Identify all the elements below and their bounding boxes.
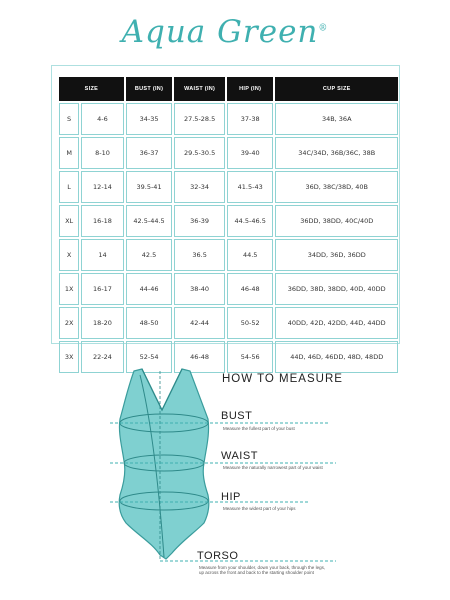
- bust-value: 36-37: [126, 137, 173, 169]
- cup-value: 36D, 38C/38D, 40B: [275, 171, 398, 203]
- waist-value: 46-48: [174, 341, 225, 373]
- cup-value: 40DD, 42D, 42DD, 44D, 44DD: [275, 307, 398, 339]
- table-row: [59, 103, 398, 135]
- waist-value: 32-34: [174, 171, 225, 203]
- waist-value: 38-40: [174, 273, 225, 305]
- cup-value: 34DD, 36D, 36DD: [275, 239, 398, 271]
- hip-value: 41.5-43: [227, 171, 274, 203]
- size-letter: 1X: [59, 273, 79, 305]
- cup-value: 34C/34D, 36B/36C, 38B: [275, 137, 398, 169]
- size-number: 14: [81, 239, 124, 271]
- hip-value: 46-48: [227, 273, 274, 305]
- bust-value: 42.5: [126, 239, 173, 271]
- bust-value: 39.5-41: [126, 171, 173, 203]
- size-chart-table: [57, 75, 400, 375]
- waist-value: 27.5-28.5: [174, 103, 225, 135]
- waist-value: 36-39: [174, 205, 225, 237]
- size-number: 16-18: [81, 205, 124, 237]
- bust-description: Measure the fullest part of your bust: [223, 426, 295, 431]
- bust-value: 42.5-44.5: [126, 205, 173, 237]
- size-letter: X: [59, 239, 79, 271]
- size-number: 18-20: [81, 307, 124, 339]
- table-row: [59, 239, 398, 271]
- cup-value: 36DD, 38DD, 40C/40D: [275, 205, 398, 237]
- registered-mark: ®: [318, 23, 329, 34]
- waist-value: 42-44: [174, 307, 225, 339]
- waist-description: Measure the naturally narrowest part of your waist: [223, 465, 323, 470]
- cup-value: 34B, 36A: [275, 103, 398, 135]
- hip-value: 44.5: [227, 239, 274, 271]
- brand-logo: [0, 14, 450, 50]
- size-number: 16-17: [81, 273, 124, 305]
- table-row: [59, 171, 398, 203]
- hip-value: 44.5-46.5: [227, 205, 274, 237]
- swimsuit-illustration: [110, 365, 450, 590]
- waist-value: 36.5: [174, 239, 225, 271]
- size-number: 22-24: [81, 341, 124, 373]
- hip-description: Measure the widest part of your hips: [223, 506, 296, 511]
- cup-value: 44D, 46D, 46DD, 48D, 48DD: [275, 341, 398, 373]
- size-number: 12-14: [81, 171, 124, 203]
- torso-description-line-1: Measure from your shoulder, down your back, through the legs,: [199, 565, 326, 570]
- waist-label: WAIST: [221, 450, 258, 462]
- header-cup-size: CUP SIZE: [275, 77, 398, 101]
- table-header-row: [59, 77, 398, 101]
- hip-label: HIP: [221, 491, 241, 503]
- hip-value: 39-40: [227, 137, 274, 169]
- size-letter: S: [59, 103, 79, 135]
- hip-value: 50-52: [227, 307, 274, 339]
- size-letter: XL: [59, 205, 79, 237]
- size-number: 8-10: [81, 137, 124, 169]
- torso-description-line-2: up across the front and back to the starting shoulder point: [199, 570, 314, 575]
- size-letter: M: [59, 137, 79, 169]
- size-letter: 2X: [59, 307, 79, 339]
- header-waist: WAIST (IN): [174, 77, 225, 101]
- table-row: [59, 137, 398, 169]
- size-letter: L: [59, 171, 79, 203]
- brand-name: Aqua Green: [121, 14, 319, 50]
- bust-label: BUST: [221, 410, 253, 422]
- swimsuit-shape: [119, 369, 209, 559]
- how-to-measure-title: HOW TO MEASURE: [222, 373, 343, 385]
- torso-label: TORSO: [197, 550, 239, 562]
- header-bust: BUST (IN): [126, 77, 173, 101]
- hip-value: 37-38: [227, 103, 274, 135]
- cup-value: 36DD, 38D, 38DD, 40D, 40DD: [275, 273, 398, 305]
- bust-value: 44-46: [126, 273, 173, 305]
- table-row: [59, 307, 398, 339]
- table-row: [59, 205, 398, 237]
- size-letter: 3X: [59, 341, 79, 373]
- header-hip: HIP (IN): [227, 77, 274, 101]
- header-size: SIZE: [59, 77, 124, 101]
- size-number: 4-6: [81, 103, 124, 135]
- bust-value: 52-54: [126, 341, 173, 373]
- hip-value: 54-56: [227, 341, 274, 373]
- waist-value: 29.5-30.5: [174, 137, 225, 169]
- bust-value: 48-50: [126, 307, 173, 339]
- table-row: [59, 273, 398, 305]
- bust-value: 34-35: [126, 103, 173, 135]
